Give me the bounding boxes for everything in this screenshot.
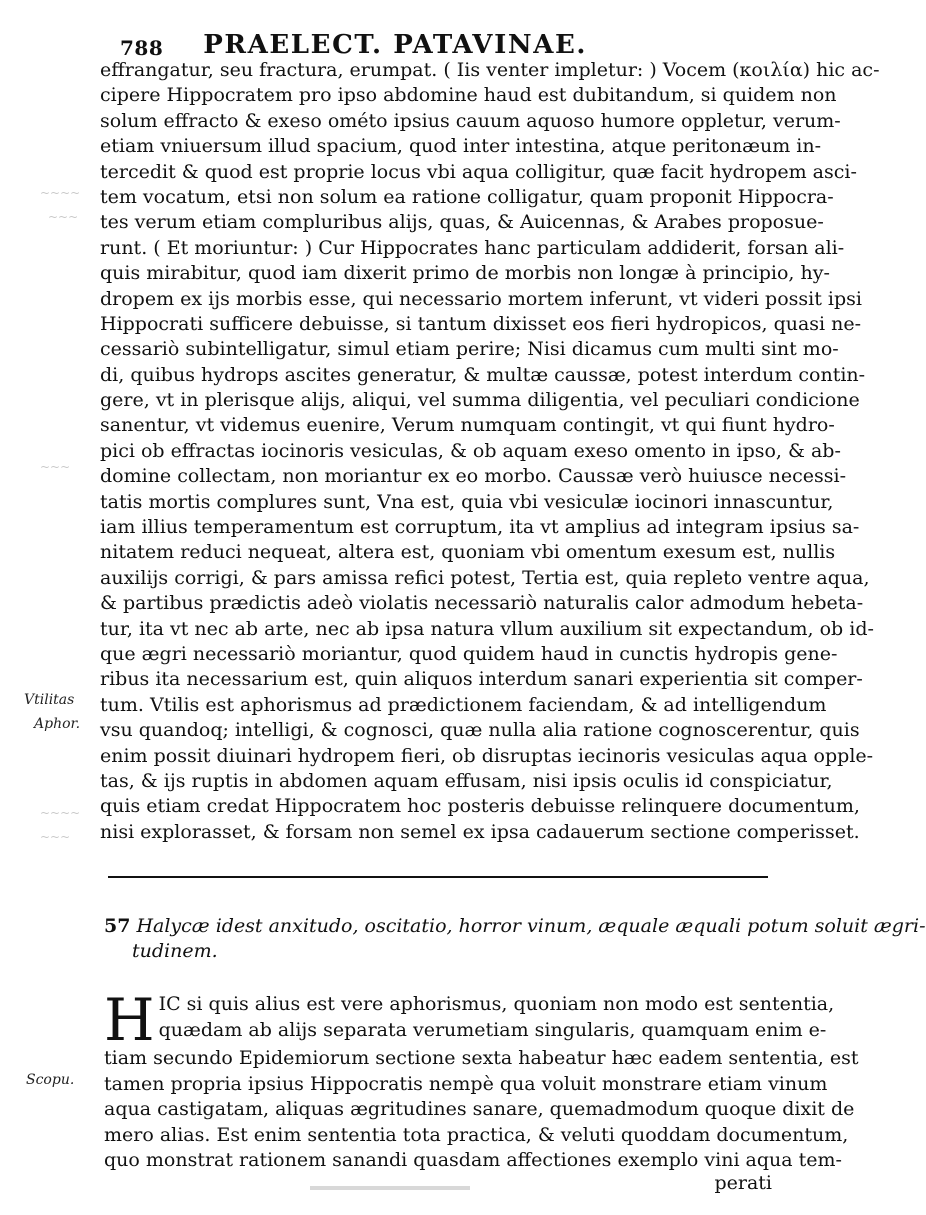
bleed-through-mark: ~~~ xyxy=(48,210,79,224)
marginal-note-aphor: Aphor. xyxy=(34,716,81,732)
text-line: domine collectam, non moriantur ex eo morbo. Caussæ verò huiusce necessi- xyxy=(100,465,846,488)
text-line: enim possit diuinari hydropem fieri, ob disruptas iecinoris vesiculas aqua opple- xyxy=(100,744,874,767)
text-line: quis mirabitur, quod iam dixerit primo de morbis non longæ à principio, hy- xyxy=(100,262,830,285)
page-header xyxy=(120,18,680,58)
text-line: tur, ita vt nec ab arte, nec ab ipsa natura vllum auxilium sit expectandum, ob id- xyxy=(100,617,874,640)
ink-smudge xyxy=(300,1180,480,1198)
commentary-line: aqua castigatam, aliquas ægritudines sanare, quemadmodum quoque dixit de xyxy=(104,1098,855,1120)
marginal-note-utilitas: Vtilitas xyxy=(24,692,75,708)
bleed-through-mark: ~~~ xyxy=(40,830,71,844)
text-line: ribus ita necessarium est, quin aliquos interdum sanari experientia sit comper- xyxy=(100,668,863,691)
running-head: PRAELECT. PATAVINAE. xyxy=(203,30,588,60)
aphorism-number: 57 xyxy=(104,915,131,937)
bleed-through-mark: ~~~~ xyxy=(40,186,81,200)
text-line: pici ob effractas iocinoris vesiculas, & ob aquam exeso omento in ipso, & ab- xyxy=(100,439,841,462)
text-line: vsu quandoq; intelligi, & cognosci, quæ nulla alia ratione cognoscerentur, quis xyxy=(100,719,860,742)
page-number: 788 xyxy=(120,36,164,60)
text-line: tatis mortis complures sunt, Vna est, quia vbi vesiculæ iocinori innascuntur, xyxy=(100,490,834,513)
text-line: cipere Hippocratem pro ipso abdomine haud est dubitandum, si quidem non xyxy=(100,84,837,107)
main-text-block xyxy=(100,58,880,845)
aphorism-text-line: tudinem. xyxy=(132,940,218,962)
text-line: nisi explorasset, & forsam non semel ex ipsa cadauerum sectione comperisset. xyxy=(100,820,860,843)
text-line: tum. Vtilis est aphorismus ad prædictionem faciendam, & ad intelligendum xyxy=(100,693,827,716)
text-line: tem vocatum, etsi non solum ea ratione colligatur, quam proponit Hippocra- xyxy=(100,185,834,208)
text-line: sanentur, vt videmus euenire, Verum numquam contingit, vt qui fiunt hydro- xyxy=(100,414,835,437)
commentary-line: IC si quis alius est vere aphorismus, quoniam non modo est sententia, xyxy=(158,993,835,1015)
commentary-line: quædam ab alijs separata verumetiam singularis, quamquam enim e- xyxy=(158,1018,827,1041)
text-line: quis etiam credat Hippocratem hoc posteris debuisse relinquere documentum, xyxy=(100,795,860,818)
commentary-block xyxy=(104,986,859,1174)
text-line: nitatem reduci nequeat, altera est, quoniam vbi omentum exesum est, nullis xyxy=(100,541,836,564)
text-line: cessariò subintelligatur, simul etiam perire; Nisi dicamus cum multi sint mo- xyxy=(100,338,839,361)
commentary-line: tiam secundo Epidemiorum sectione sexta habeatur hæc eadem sententia, est xyxy=(104,1047,859,1069)
text-line: etiam vniuersum illud spacium, quod inter intestina, atque peritonæum in- xyxy=(100,135,822,158)
text-line: gere, vt in plerisque alijs, aliqui, vel summa diligentia, vel peculiari condicione xyxy=(100,389,860,412)
catchword: perati xyxy=(714,1172,772,1194)
commentary-line: tamen propria ipsius Hippocratis nempè qua voluit monstrare etiam vinum xyxy=(104,1072,828,1095)
text-line: & partibus prædictis adeò violatis necessariò naturalis calor admodum hebeta- xyxy=(100,592,864,615)
text-line: que ægri necessariò moriantur, quod quidem haud in cunctis hydropis gene- xyxy=(100,642,838,665)
text-line: runt. ( Et moriuntur: ) Cur Hippocrates hanc particulam addiderit, forsan ali- xyxy=(100,236,845,259)
marginal-note-scopus: Scopu. xyxy=(26,1072,75,1088)
commentary-line: quo monstrat rationem sanandi quasdam affectiones exemplo vini aqua tem- xyxy=(104,1149,842,1171)
aphorism-text-line: Halycæ idest anxitudo, oscitatio, horror vinum, æquale æquali potum soluit ægri- xyxy=(136,915,926,937)
text-line: Hippocrati sufficere debuisse, si tantum dixisset eos fieri hydropicos, quasi ne- xyxy=(100,312,862,335)
text-line: auxilijs corrigi, & pars amissa refici potest, Tertia est, quia repleto ventre aqua, xyxy=(100,566,870,589)
text-line: tes verum etiam compluribus alijs, quas, & Auicennas, & Arabes proposue- xyxy=(100,211,824,234)
text-line: tas, & ijs ruptis in abdomen aquam effusam, nisi ipsis oculis id conspiciatur, xyxy=(100,769,833,792)
bleed-through-mark: ~~~~ xyxy=(40,806,81,820)
text-line: dropem ex ijs morbis esse, qui necessario mortem inferunt, vt videri possit ipsi xyxy=(100,287,862,310)
commentary-line: mero alias. Est enim sententia tota practica, & veluti quoddam documentum, xyxy=(104,1123,849,1146)
text-line: solum effracto & exeso ométo ipsius cauum aquoso humore oppletur, verum- xyxy=(100,109,841,132)
drop-cap: H xyxy=(104,986,155,1054)
text-line: di, quibus hydrops ascites generatur, & multæ caussæ, potest interdum contin- xyxy=(100,363,866,386)
text-line: effrangatur, seu fractura, erumpat. ( Iis venter impletur: ) Vocem (κοιλία) hic ac- xyxy=(100,59,880,81)
text-line: iam illius temperamentum est corruptum, ita vt amplius ad integram ipsius sa- xyxy=(100,516,860,539)
section-divider xyxy=(108,876,768,878)
text-line: tercedit & quod est proprie locus vbi aqua colligitur, quæ facit hydropem asci- xyxy=(100,160,857,183)
aphorism-block xyxy=(104,914,926,964)
bleed-through-mark: ~~~ xyxy=(40,460,71,474)
